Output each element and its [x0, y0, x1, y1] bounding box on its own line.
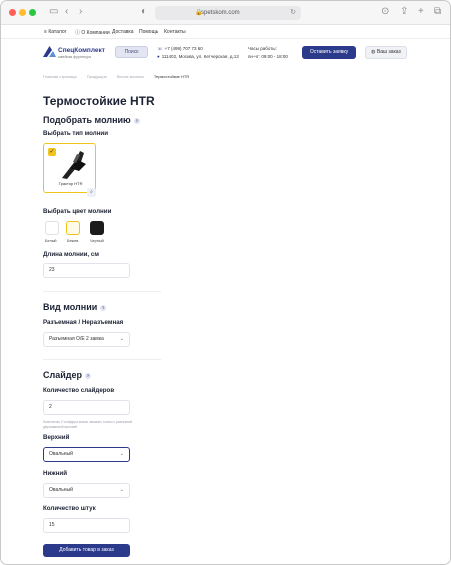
logo-icon — [43, 46, 56, 57]
kind-select[interactable]: Разъемная О/Е 2 замка ⌄ — [43, 332, 130, 347]
divider — [43, 291, 161, 292]
share-icon[interactable]: ⇪ — [400, 6, 409, 17]
reload-icon[interactable]: ↻ — [290, 9, 296, 16]
length-label: Длина молнии, см — [43, 251, 99, 258]
breadcrumb-current: Термостойкие HTR — [153, 74, 190, 79]
color-swatch-white[interactable] — [45, 221, 59, 235]
address-bar[interactable] — [155, 6, 301, 20]
nav-delivery[interactable]: Доставка — [112, 29, 134, 35]
address-text: ● 111402, Москва, ул. Кетчерская, д.13 — [157, 54, 239, 59]
slider-count-label: Количество слайдеров — [43, 387, 115, 394]
download-icon[interactable]: ⊙ — [381, 6, 390, 17]
checkmark-icon: ✓ — [49, 149, 55, 155]
shield-icon[interactable]: ◐ — [141, 6, 148, 17]
close-window-button[interactable] — [9, 9, 16, 16]
bottom-slider-select[interactable]: Овальный ⌄ — [43, 483, 130, 498]
leave-request-button[interactable]: Оставить заявку — [302, 46, 356, 59]
maximize-window-button[interactable] — [29, 9, 36, 16]
cart-icon: ◍ — [371, 49, 377, 55]
choose-color-label: Выбрать цвет молнии — [43, 208, 112, 215]
chevron-down-icon: ⌄ — [119, 451, 124, 457]
phone-link[interactable]: ☏ +7 (499) 707 73 60 — [157, 46, 203, 51]
breadcrumb-home[interactable]: Главная страница — [43, 74, 77, 79]
color-name-white: Белый — [45, 239, 57, 243]
logo-name: СпецКомплект — [58, 47, 105, 54]
length-input[interactable]: 23 — [43, 263, 130, 278]
help-icon[interactable]: ? — [102, 304, 105, 310]
nav-about[interactable]: ⓘ О Компании — [75, 30, 110, 36]
breadcrumb-products[interactable]: Продукция — [86, 74, 107, 79]
zipper-type-caption: Трактор HTR — [58, 181, 83, 186]
top-slider-select[interactable]: Овальный ⌄ — [43, 447, 130, 462]
chevron-down-icon: ⌄ — [119, 336, 124, 342]
color-swatch-beige[interactable] — [66, 221, 80, 235]
zipper-type-option[interactable] — [43, 143, 96, 193]
section-title-zipper: Подобрать молнию ? — [43, 115, 138, 125]
kind-label: Разъемная / Неразъемная — [43, 319, 124, 326]
url-text: spetskom.com — [201, 10, 240, 16]
choose-type-label: Выбрать тип молнии — [43, 130, 109, 137]
tabs-icon[interactable]: ⧉ — [434, 6, 442, 17]
lock-icon: 🔒 — [195, 10, 203, 16]
slider-count-input[interactable]: 2 — [43, 400, 130, 415]
quantity-input[interactable]: 15 — [43, 518, 130, 533]
slider-hint: Количество 2 слайдера можно заказать только с разъемной двухзамковой молнией — [43, 420, 133, 429]
chevron-down-icon: ⌄ — [119, 487, 124, 493]
nav-contacts[interactable]: Контакты — [164, 29, 186, 35]
nav-catalog[interactable]: ≡ Каталог — [44, 29, 67, 35]
hours-text: пн-чт: 09:00 - 18:00 — [248, 54, 288, 59]
color-name-beige: Бежев. — [67, 239, 80, 243]
location-pin-icon: ● — [157, 54, 160, 59]
color-name-black: Черный — [90, 239, 104, 243]
top-slider-label: Верхний — [43, 434, 70, 441]
nav-help[interactable]: Помощь — [139, 29, 159, 35]
quantity-label: Количество штук — [43, 505, 96, 512]
breadcrumb — [43, 74, 198, 79]
logo-tagline: швейная фурнитура — [58, 55, 91, 59]
hours-title: Часы работы: — [248, 46, 277, 51]
new-tab-icon[interactable]: + — [418, 6, 424, 17]
forward-icon[interactable]: › — [79, 6, 83, 17]
phone-icon: ☏ — [157, 46, 163, 51]
section-title-kind: Вид молнии ? — [43, 302, 105, 312]
zipper-image — [56, 148, 90, 180]
help-icon[interactable]: ? — [135, 117, 138, 123]
your-order-button[interactable]: ◍ Ваш заказ — [365, 46, 407, 59]
top-navigation — [1, 25, 450, 39]
color-swatch-black[interactable] — [90, 221, 104, 235]
minimize-window-button[interactable] — [19, 9, 26, 16]
sidebar-icon[interactable]: ▭ — [49, 6, 59, 17]
section-title-slider: Слайдер ? — [43, 370, 90, 380]
bottom-slider-label: Нижний — [43, 470, 68, 477]
divider — [43, 359, 161, 360]
back-icon[interactable]: ‹ — [65, 6, 69, 17]
search-button[interactable]: Поиск — [115, 46, 148, 58]
browser-toolbar — [1, 1, 450, 25]
breadcrumb-spiral-zippers[interactable]: Витые молнии — [116, 74, 144, 79]
zoom-icon[interactable]: ⌕ — [87, 188, 96, 197]
page-title: Термостойкие HTR — [43, 94, 155, 108]
add-to-order-button[interactable]: Добавить товар в заказ — [43, 544, 130, 557]
help-icon[interactable]: ? — [86, 372, 90, 378]
